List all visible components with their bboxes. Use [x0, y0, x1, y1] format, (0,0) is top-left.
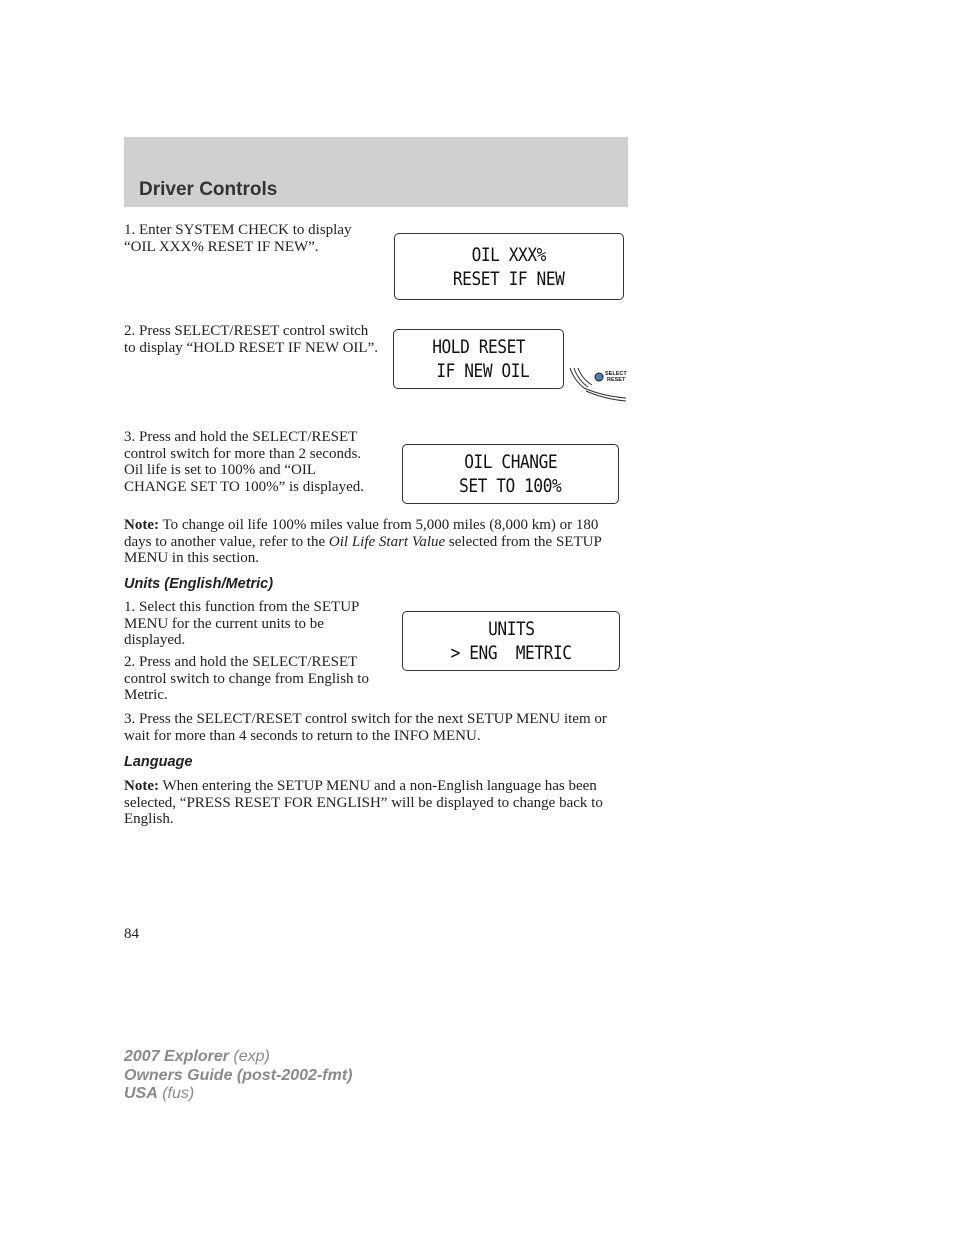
display-units: [402, 611, 620, 671]
footer-line-2: [124, 1067, 352, 1086]
display-line: OIL CHANGE: [464, 451, 557, 473]
display-line: OIL XXX%: [471, 243, 547, 266]
units-step-2: 2. Press and hold the SELECT/RESET control switch to change from English to Metric.: [124, 654, 369, 703]
document-footer: [124, 1048, 352, 1104]
footer-guide: Owners Guide (post-2002-fmt): [124, 1066, 353, 1084]
footer-line-3: [124, 1085, 352, 1104]
step-3-text: 3. Press and hold the SELECT/RESET control switch for more than 2 seconds. Oil life is set to 100% and “OIL CHANGE SET TO 100%” is displayed.: [124, 429, 364, 495]
footer-region: USA: [124, 1085, 158, 1102]
note-text: When entering the SETUP MENU and a non-English language has been selected, “PRESS RESET FOR ENGLISH” will be displayed to change back to English.: [124, 778, 603, 827]
select-reset-switch-icon: [566, 362, 628, 402]
display-hold-reset: [393, 329, 564, 389]
step-1-text: 1. Enter SYSTEM CHECK to display “OIL XXX% RESET IF NEW”.: [124, 222, 352, 255]
page-number: 84: [124, 926, 139, 942]
units-step-3: 3. Press the SELECT/RESET control switch for the next SETUP MENU item or wait for more than 4 seconds to return to the INFO MENU.: [124, 711, 607, 744]
note-language: [124, 778, 628, 828]
units-heading: Units (English/Metric): [124, 576, 274, 592]
note-italic-ref: Oil Life Start Value: [328, 533, 446, 550]
footer-model: 2007 Explorer: [124, 1048, 229, 1065]
footer-region-code: (fus): [157, 1085, 195, 1102]
display-oil-change: [402, 444, 619, 504]
units-step-1: 1. Select this function from the SETUP MENU for the current units to be displayed.: [124, 599, 359, 648]
display-line: SET TO 100%: [459, 475, 562, 497]
section-title: Driver Controls: [139, 179, 278, 200]
display-line: UNITS: [487, 618, 535, 640]
language-heading: Language: [124, 754, 193, 770]
note-oil-life: [124, 517, 628, 567]
display-line: IF NEW OIL: [427, 360, 530, 382]
note-text: To change oil life 100% miles value from 5,000 miles (8,000 km) or 180 days to another value, refer to the: [124, 517, 599, 550]
display-line: RESET IF NEW: [453, 267, 565, 290]
switch-label-reset: RESET: [607, 377, 626, 383]
footer-model-code: (exp): [228, 1048, 270, 1065]
step-2-text: 2. Press SELECT/RESET control switch to display “HOLD RESET IF NEW OIL”.: [124, 323, 378, 356]
note-label: Note:: [124, 778, 159, 794]
note-label: Note:: [124, 517, 159, 533]
switch-label-select: SELECT: [605, 371, 627, 377]
section-header-band: [124, 137, 628, 207]
display-line: > ENG METRIC: [450, 642, 572, 664]
footer-line-1: [124, 1048, 352, 1067]
note-text: selected from the SETUP MENU in this section.: [124, 533, 602, 566]
display-line: HOLD RESET: [432, 336, 525, 358]
display-oil-reset: [394, 233, 624, 300]
